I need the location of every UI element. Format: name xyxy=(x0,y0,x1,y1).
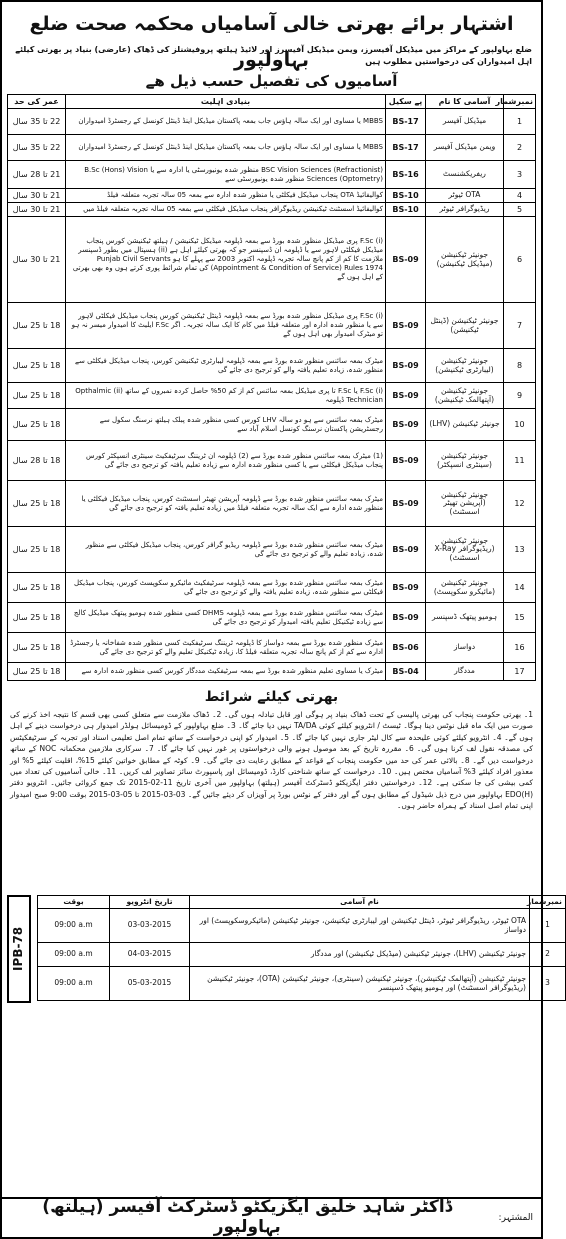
row-age-limit: 21 تا 30 سال xyxy=(8,217,66,303)
row-age-limit: 22 تا 35 سال xyxy=(8,109,66,135)
sched-col-time: بوقت xyxy=(38,896,110,909)
row-qualification: MBBS یا مساوی اور ایک سالہ ہاؤس جاب بمعہ پاکستان میڈیکل اینڈ ڈینٹل کونسل کے رجسٹرڈ امیدواران xyxy=(66,135,386,161)
row-age-limit: 18 تا 25 سال xyxy=(8,603,66,633)
row-qualification: میٹرک بمعہ سائنس منظور شدہ بورڈ سے بمعہ ڈپلومہ DHMS کسی منظور شدہ ہومیو پیتھک میڈیکل کالج سے زیادہ ٹیکنیکل تعلیم یافتہ امیدوار کو ترجیح دی جائے گی xyxy=(66,603,386,633)
row-serial: 14 xyxy=(504,573,536,603)
table-row xyxy=(8,161,536,189)
row-pay-scale: BS-09 xyxy=(386,349,426,383)
row-serial: 2 xyxy=(504,135,536,161)
row-age-limit: 18 تا 25 سال xyxy=(8,633,66,663)
row-age-limit: 18 تا 25 سال xyxy=(8,527,66,573)
row-qualification: میٹرک بمعہ سائنس سے ہو دو سالہ LHV کورس کسی منظور شدہ پبلک ہیلتھ نرسنگ سکول سے رجسٹریشن پاکستان نرسنگ کونسل اسلام آباد سے xyxy=(66,409,386,441)
row-post-name: ریفریکشنسٹ xyxy=(426,161,504,189)
row-serial: 11 xyxy=(504,441,536,481)
row-post-name: جونیئر ٹیکنیشن (ڈینٹل ٹیکنیشن) xyxy=(426,303,504,349)
posts-subtitle: آسامیوں کی تفصیل حسب ذیل ھے xyxy=(145,72,398,90)
row-qualification: میٹرک بمعہ سائنس منظور شدہ بورڈ سے ڈپلومہ ریڈیو گرافر کورس، پنجاب میڈیکل فیکلٹی سے منظور شدہ، زیادہ تعلیم والے کو ترجیح دی جائے گی xyxy=(66,527,386,573)
sched-col-posts: نام آسامی xyxy=(190,896,530,909)
row-qualification: کوالیفائیڈ اسسٹنٹ ٹیکنیشن ریڈیوگرافر پنجاب میڈیکل فیکلٹی سے بمعہ 05 سالہ تجربہ متعلقہ فیلڈ میں xyxy=(66,203,386,217)
sched-posts: جونیئر ٹیکنیشن (آپتھالمک ٹیکنیشن)، جونیئر ٹیکنیشن (سینٹری)، جونیئر ٹیکنیشن (OTA)، جونیئر ٹیکنیشن (ریڈیوگرافر اسسٹنٹ) اور ہومیو پیتھک ڈسپنسر xyxy=(190,967,530,1001)
sched-date: 03-03-2015 xyxy=(110,909,190,943)
row-pay-scale: BS-09 xyxy=(386,383,426,409)
row-age-limit: 18 تا 25 سال xyxy=(8,349,66,383)
row-age-limit: 18 تا 25 سال xyxy=(8,573,66,603)
row-pay-scale: BS-09 xyxy=(386,409,426,441)
sched-serial: 2 xyxy=(530,943,566,967)
table-row xyxy=(8,109,536,135)
row-pay-scale: BS-09 xyxy=(386,527,426,573)
interview-schedule-table xyxy=(37,895,566,1001)
ad-title: اشتہار برائے بھرتی خالی آسامیاں محکمہ صحت ضلع بہاولپور xyxy=(29,13,514,71)
row-serial: 16 xyxy=(504,633,536,663)
conditions-title: بھرتی کیلئے شرائط xyxy=(204,689,339,705)
table-row xyxy=(8,409,536,441)
table-row xyxy=(8,441,536,481)
conditions-text: 1۔ بھرتی حکومت پنجاب کی بھرتی پالیسی کے تحت ڈھاک بنیاد پر ہوگی اور قابل تبادلہ ہوں گی۔ 2۔ ڈھاک ملازمت سے متعلق کسی بھی قسم کا نتیجہ اخذ کرنے کی صورت میں ایک ماہ قبل نوٹس دینا ہوگا۔ ٹیسٹ / انٹرویو کیلئے کوئی TA/DA نہیں دیا جائے گا۔ 3۔ ضلع بہاولپور کے ڈومیسائل ہولڈر امیدوار ہی درخواست دینے کے اہل ہوں گے۔ 4۔ انٹرویو کیلئے کوئی علیحدہ سے کال لیٹر جاری نہیں کیا جائے گا۔ 5۔ امیدوار کو اپنی درخواست کے ساتھ تمام اصل تعلیمی اسناد اور تجربہ کے سرٹیفکیٹس کی مصدقہ نقول لف کرنا ہوں گی۔ 6۔ مقررہ تاریخ کے بعد موصول ہونے والی درخواستوں پر غور نہیں کیا جائے گا۔ 7۔ سرکاری ملازمین محکمانہ NOC کے ساتھ درخواست دیں گے۔ 8۔ بالائی عمر کی حد میں حکومت پنجاب کے قواعد کے مطابق رعایت دی جائے گی۔ 9۔ کوٹہ کے مطابق خواتین کیلئے 15%، اقلیت کیلئے 5% اور معذور افراد کیلئے 3% آسامیاں مختص ہیں۔ 10۔ درخواست کے ساتھ شناختی کارڈ، ڈومیسائل اور پاسپورٹ سائز تصاویر لف کریں۔ 11۔ خالی آسامیوں کی تعداد میں کمی بیشی کی جا سکتی ہے۔ 12۔ درخواستیں دفتر ایگزیکٹو ڈسٹرکٹ آفیسر (ہیلتھ) بہاولپور میں آخری تاریخ 11-02-2015 تک جمع کروائی جائیں۔ انٹرویو دفتر EDO(H) بہاولپور میں درج ذیل شیڈول کے مطابق ہوں گے اور دفتر کے نوٹس بورڈ پر آویزاں کر دیئے جائیں گے۔ 03-03-2015 تا 05-03-2015 بوقت 9:00 صبح امیدوار اپنی تمام اصل اسناد کے ہمراہ حاضر ہوں۔ xyxy=(10,710,534,811)
row-age-limit: 22 تا 35 سال xyxy=(8,135,66,161)
row-post-name: OTA ٹیوٹر xyxy=(426,189,504,203)
table-row xyxy=(8,303,536,349)
row-qualification: BSC Vision Sciences (Refractionist) منظور شدہ یونیورسٹی یا ادارہ سے یا B.Sc (Hons) Vision Sciences (Optometry) منظور شدہ یونیورسٹی سے xyxy=(66,161,386,189)
row-pay-scale: BS-09 xyxy=(386,217,426,303)
sched-date: 05-03-2015 xyxy=(110,967,190,1001)
sched-posts: جونیئر ٹیکنیشن (LHV)، جونیئر ٹیکنیشن (میڈیکل ٹیکنیشن) اور مددگار xyxy=(190,943,530,967)
ad-intro: ضلع بہاولپور کے مراکز میں میڈیکل آفیسرز، ویمن میڈیکل آفیسرز اور لائیڈ ہیلتھ پروفیشنلز کی ڈھاک (عارضی) بنیاد پر بھرتی کیلئے اہل امیدواران کی درخواستیں مطلوب ہیں xyxy=(15,45,532,66)
table-row xyxy=(38,943,566,967)
row-age-limit: 18 تا 25 سال xyxy=(8,663,66,681)
row-serial: 12 xyxy=(504,481,536,527)
interview-schedule-section xyxy=(7,895,562,1003)
table-row xyxy=(8,189,536,203)
table-row xyxy=(8,663,536,681)
row-qualification: F.Sc (i) پری میڈیکل منظور شدہ بورڈ سے بمعہ ڈپلومہ ڈینٹل ٹیکنیشن کورس پنجاب میڈیکل فیکلٹی لاہور سے یا منظور شدہ ادارہ اور متعلقہ فیلڈ میں کام کا ایک سالہ تجربہ۔ اگر F.Sc ایلیٹ کا امیدوار میسر نہ ہو تو میٹرک امیدوار بھی اہل ہوں گے xyxy=(66,303,386,349)
row-qualification: میٹرک بمعہ سائنس منظور شدہ بورڈ سے ڈپلومہ آپریشن تھیٹر اسسٹنٹ کورس، پنجاب میڈیکل فیکلٹی یا منظور شدہ ادارہ سے ایک سالہ تجربہ متعلقہ فیلڈ میں زیادہ تعلیم یافتہ کو ترجیح دی جائے گی xyxy=(66,481,386,527)
row-serial: 4 xyxy=(504,189,536,203)
row-post-name: جونیئر ٹیکنیشن (مائیکرو سکوپسٹ) xyxy=(426,573,504,603)
row-pay-scale: BS-17 xyxy=(386,135,426,161)
row-qualification: (1) میٹرک بمعہ سائنس منظور شدہ بورڈ سے (2) ڈپلومہ ان ٹریننگ سرٹیفکیٹ سینٹری انسپکٹر کورس پنجاب میڈیکل فیکلٹی سے یا کسی منظور شدہ ادارہ سے زیادہ تعلیم یافتہ کو ترجیح دی جائے گی xyxy=(66,441,386,481)
sched-date: 04-03-2015 xyxy=(110,943,190,967)
row-post-name: جونیئر ٹیکنیشن (LHV) xyxy=(426,409,504,441)
col-pay-scale: پے سکیل xyxy=(386,95,426,109)
row-qualification: میٹرک بمعہ سائنس منظور شدہ بورڈ سے بمعہ ڈپلومہ لیبارٹری ٹیکنیشن کورس، پنجاب میڈیکل فیکلٹی سے منظور شدہ، زیادہ تعلیم یافتہ والے کو ترجیح دی جائے گی xyxy=(66,349,386,383)
row-post-name: مددگار xyxy=(426,663,504,681)
row-pay-scale: BS-10 xyxy=(386,203,426,217)
row-post-name: دواساز xyxy=(426,633,504,663)
row-serial: 13 xyxy=(504,527,536,573)
col-post-name: آسامی کا نام xyxy=(426,95,504,109)
row-qualification: میٹرک منظور شدہ بورڈ سے بمعہ دواساز کا ڈپلومہ ٹریننگ سرٹیفکیٹ کسی منظور شدہ شفاخانہ یا رجسٹرڈ ادارہ سے کم از کم پانچ سالہ تجربہ متعلقہ فیلڈ کا، زیادہ ٹیکنیکل تعلیم والے کو ترجیح دی جائے گی xyxy=(66,633,386,663)
posts-table xyxy=(7,94,536,681)
col-serial: نمبرشمار xyxy=(504,95,536,109)
row-age-limit: 18 تا 28 سال xyxy=(8,441,66,481)
row-serial: 15 xyxy=(504,603,536,633)
row-post-name: جونیئر ٹیکنیشن (سینٹری انسپکٹر) xyxy=(426,441,504,481)
row-pay-scale: BS-09 xyxy=(386,603,426,633)
row-post-name: جونیئر ٹیکنیشن (آپریشن تھیٹر اسسٹنٹ) xyxy=(426,481,504,527)
table-row xyxy=(8,349,536,383)
row-qualification: میٹرک یا مساوی تعلیم منظور شدہ بورڈ سے بمعہ سرٹیفکیٹ مددگار کورس کسی منظور شدہ ادارہ سے xyxy=(66,663,386,681)
row-serial: 3 xyxy=(504,161,536,189)
row-age-limit: 21 تا 28 سال xyxy=(8,161,66,189)
table-row xyxy=(8,135,536,161)
row-post-name: جونیئر ٹیکنیشن (ریڈیوگرافر X-Ray اسسٹنٹ) xyxy=(426,527,504,573)
row-pay-scale: BS-17 xyxy=(386,109,426,135)
sched-time: 09:00 a.m xyxy=(38,967,110,1001)
row-pay-scale: BS-09 xyxy=(386,303,426,349)
row-serial: 1 xyxy=(504,109,536,135)
advertiser-signature: ڈاکٹر شاہد خلیق ایگزیکٹو ڈسٹرکٹ آفیسر (ہیلتھ) بہاولپور xyxy=(42,1197,453,1237)
table-row xyxy=(38,967,566,1001)
row-qualification: کوالیفائیڈ OTA پنجاب میڈیکل فیکلٹی یا منظور شدہ ادارہ سے بمعہ 05 سالہ تجربہ متعلقہ فیلڈ xyxy=(66,189,386,203)
row-qualification: میٹرک بمعہ سائنس منظور شدہ بورڈ سے بمعہ ڈپلومہ سرٹیفکیٹ مائیکرو سکوپسٹ کورس، پنجاب میڈیکل فیکلٹی سے منظور شدہ، زیادہ تعلیم یافتہ والے کو ترجیح دی جائے گی xyxy=(66,573,386,603)
row-serial: 5 xyxy=(504,203,536,217)
row-age-limit: 18 تا 25 سال xyxy=(8,481,66,527)
sched-time: 09:00 a.m xyxy=(38,909,110,943)
row-post-name: جونیئر ٹیکنیشن (آپتھالمک ٹیکنیشن) xyxy=(426,383,504,409)
table-row xyxy=(8,573,536,603)
row-pay-scale: BS-09 xyxy=(386,441,426,481)
sched-serial: 3 xyxy=(530,967,566,1001)
table-row xyxy=(8,203,536,217)
advertiser-label: المشتہر: xyxy=(498,1212,533,1223)
row-serial: 8 xyxy=(504,349,536,383)
posts-header-row xyxy=(8,95,536,109)
table-row xyxy=(8,217,536,303)
table-row xyxy=(8,481,536,527)
sched-col-date: تاریخ انٹرویو xyxy=(110,896,190,909)
sched-posts: OTA ٹیوٹر، ریڈیوگرافر ٹیوٹر، ڈینٹل ٹیکنیشن اور لیبارٹری ٹیکنیشن، جونیئر ٹیکنیشن (مائیکروسکوپسٹ) اور دواساز xyxy=(190,909,530,943)
schedule-header-row xyxy=(38,896,566,909)
row-pay-scale: BS-09 xyxy=(386,573,426,603)
table-row xyxy=(8,527,536,573)
col-qualification: بنیادی اہلیت xyxy=(66,95,386,109)
row-age-limit: 21 تا 30 سال xyxy=(8,203,66,217)
sched-time: 09:00 a.m xyxy=(38,943,110,967)
row-pay-scale: BS-06 xyxy=(386,633,426,663)
table-row xyxy=(8,633,536,663)
row-age-limit: 18 تا 25 سال xyxy=(8,383,66,409)
table-row xyxy=(38,909,566,943)
row-serial: 10 xyxy=(504,409,536,441)
row-post-name: ریڈیوگرافر ٹیوٹر xyxy=(426,203,504,217)
advertiser-footer xyxy=(2,1197,541,1237)
row-pay-scale: BS-09 xyxy=(386,481,426,527)
row-serial: 7 xyxy=(504,303,536,349)
row-post-name: ہومیو پیتھک ڈسپنسر xyxy=(426,603,504,633)
table-row xyxy=(8,603,536,633)
col-age-limit: عمر کی حد xyxy=(8,95,66,109)
ipb-stamp: IPB-78 xyxy=(7,895,31,1003)
row-pay-scale: BS-04 xyxy=(386,663,426,681)
row-qualification: F.Sc (i) یا F.Sc تا پری میڈیکل بمعہ سائنس کم از کم 50% حاصل کردہ نمبروں کے ساتھ (ii) Opthalmic Technician ڈپلومہ xyxy=(66,383,386,409)
sched-col-serial: نمبرشمار xyxy=(530,896,566,909)
sched-serial: 1 xyxy=(530,909,566,943)
row-post-name: جونیئر ٹیکنیشن (لیبارٹری ٹیکنیشن) xyxy=(426,349,504,383)
row-serial: 6 xyxy=(504,217,536,303)
row-qualification: MBBS یا مساوی اور ایک سالہ ہاؤس جاب بمعہ پاکستان میڈیکل اینڈ ڈینٹل کونسل کے رجسٹرڈ امیدواران xyxy=(66,109,386,135)
row-post-name: میڈیکل آفیسر xyxy=(426,109,504,135)
row-age-limit: 21 تا 30 سال xyxy=(8,189,66,203)
row-serial: 17 xyxy=(504,663,536,681)
row-age-limit: 18 تا 25 سال xyxy=(8,303,66,349)
row-age-limit: 18 تا 25 سال xyxy=(8,409,66,441)
table-row xyxy=(8,383,536,409)
row-pay-scale: BS-10 xyxy=(386,189,426,203)
row-pay-scale: BS-16 xyxy=(386,161,426,189)
row-qualification: F.Sc (i) پری میڈیکل منظور شدہ بورڈ سے بمعہ ڈپلومہ میڈیکل ٹیکنیشن / ہیلتھ ٹیکنیشن کورس پنجاب میڈیکل فیکلٹی لاہور سے یا ڈپلومہ ان ڈسپنسر جو کہ بھرتی کیلئے اہل ہے (ii) ہسپتال میں بطور ڈسپنسر ملازمت کا کم از کم پانچ سالہ تجربہ ڈپلومہ اکتوبر 2003 سے پہلے کا ہو Punjab Civil Servants (Appointment & Condition of Service) Rules 1974 کی تمام شرائط پوری کرتے ہوں وہ بھی بھرتی کے اہل ہوں گے xyxy=(66,217,386,303)
row-post-name: جونیئر ٹیکنیشن (میڈیکل ٹیکنیشن) xyxy=(426,217,504,303)
row-serial: 9 xyxy=(504,383,536,409)
row-post-name: ویمن میڈیکل آفیسر xyxy=(426,135,504,161)
